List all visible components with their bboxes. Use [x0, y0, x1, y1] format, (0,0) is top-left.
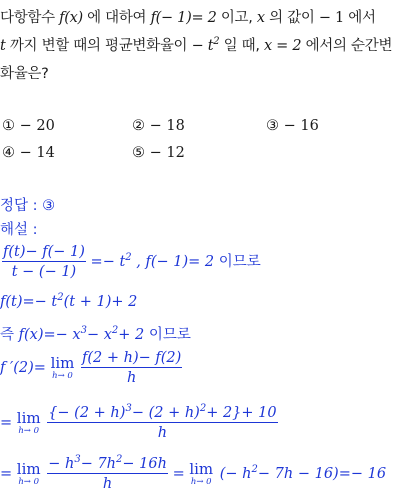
final-result: (− $h^2- 7h - 16)=- 16$ [219, 464, 387, 482]
option-value: − 12 [149, 145, 185, 161]
fraction-denominator: t − (− 1) [11, 264, 77, 280]
question-text: 까지 변할 때의 평균변화율이 [9, 38, 188, 54]
math-minus-one: − 1 [318, 10, 344, 26]
solution-step-1 [2, 244, 261, 280]
equals-sign: = [0, 466, 13, 482]
option-mark: ③ [266, 118, 279, 134]
option-mark: ④ [2, 145, 15, 161]
option-mark: ⑤ [132, 145, 145, 161]
explain-label: 해설 : [0, 222, 38, 238]
question-text: 의 값이 [269, 10, 315, 26]
question-line-1 [0, 8, 376, 28]
option-value: − 16 [283, 118, 319, 134]
answer-line [0, 194, 55, 215]
question-line-3: 화율은? [0, 66, 49, 82]
fraction-denominator: h [102, 476, 113, 492]
connector-word: 이므로 [218, 254, 261, 270]
answer-value: ③ [42, 198, 56, 214]
math-condition: f(− 1)= 2 [150, 10, 217, 26]
option-2[interactable] [132, 118, 185, 134]
average-rate-fraction [2, 244, 86, 280]
connector-word: 즉 [0, 327, 15, 343]
fraction-numerator: {− $(2 + h)^3- (2 + h)^2+ 2\}+ 10$ [48, 403, 277, 421]
fraction-numerator: f(2 + h)− f(2) [82, 350, 182, 366]
limit-operator: lim h→ 0 [189, 460, 214, 487]
connector-word: 이므로 [148, 327, 191, 343]
answer-label: 정답 : [0, 198, 38, 214]
question-text: 에서의 순간변 [305, 38, 393, 54]
option-value: − 20 [19, 118, 55, 134]
math-t: t [0, 38, 6, 54]
solution-step-6 [0, 456, 386, 492]
equals-sign: = [172, 466, 185, 482]
option-value: − 18 [149, 118, 185, 134]
derivative-lhs: f ′(2)= [0, 360, 46, 376]
option-5[interactable] [132, 145, 185, 161]
option-3[interactable] [266, 118, 319, 134]
math-fx: f(x) [59, 10, 83, 26]
equals-sign: = [0, 415, 13, 431]
option-mark: ① [2, 118, 15, 134]
limit-operator: lim h→ 0 [16, 460, 41, 487]
expanded-quotient [47, 405, 277, 441]
question-line-2 [0, 36, 392, 56]
limit-operator: lim h→ 0 [50, 354, 75, 381]
option-1[interactable] [2, 118, 55, 134]
fraction-denominator: h [157, 425, 168, 441]
difference-quotient [81, 350, 182, 386]
simplified-quotient [47, 456, 168, 492]
solution-step-3 [0, 323, 191, 344]
given-condition: , f(− 1)= 2 [136, 254, 215, 270]
math-rate: − $t^2$ [191, 36, 220, 54]
question-text: 이고, [220, 10, 253, 26]
solution-step-2: $f(t)=- t^2(t + 1)+ 2$ [0, 292, 138, 310]
solution-step-4 [0, 350, 182, 386]
limit-operator: lim h→ 0 [16, 409, 41, 436]
rate-equality: =− $t^2$ [90, 252, 132, 270]
option-value: − 14 [19, 145, 55, 161]
fraction-denominator: h [126, 370, 137, 386]
question-text: 에서 [348, 10, 376, 26]
question-text: 에 대하여 [87, 10, 147, 26]
option-mark: ② [132, 118, 145, 134]
fraction-numerator: − $h^3- 7h^2- 16h$ [48, 454, 167, 472]
math-x-equals-2: x = 2 [264, 38, 302, 54]
question-text: 다항함수 [0, 10, 55, 26]
fraction-numerator: f(t)− f(− 1) [3, 244, 85, 260]
polynomial-fx: $f(x)=- x^3- x^2+ 2$ [18, 325, 145, 343]
option-4[interactable] [2, 145, 55, 161]
math-x: x [256, 10, 265, 26]
solution-step-5 [0, 405, 278, 441]
question-text: 일 때, [223, 38, 260, 54]
